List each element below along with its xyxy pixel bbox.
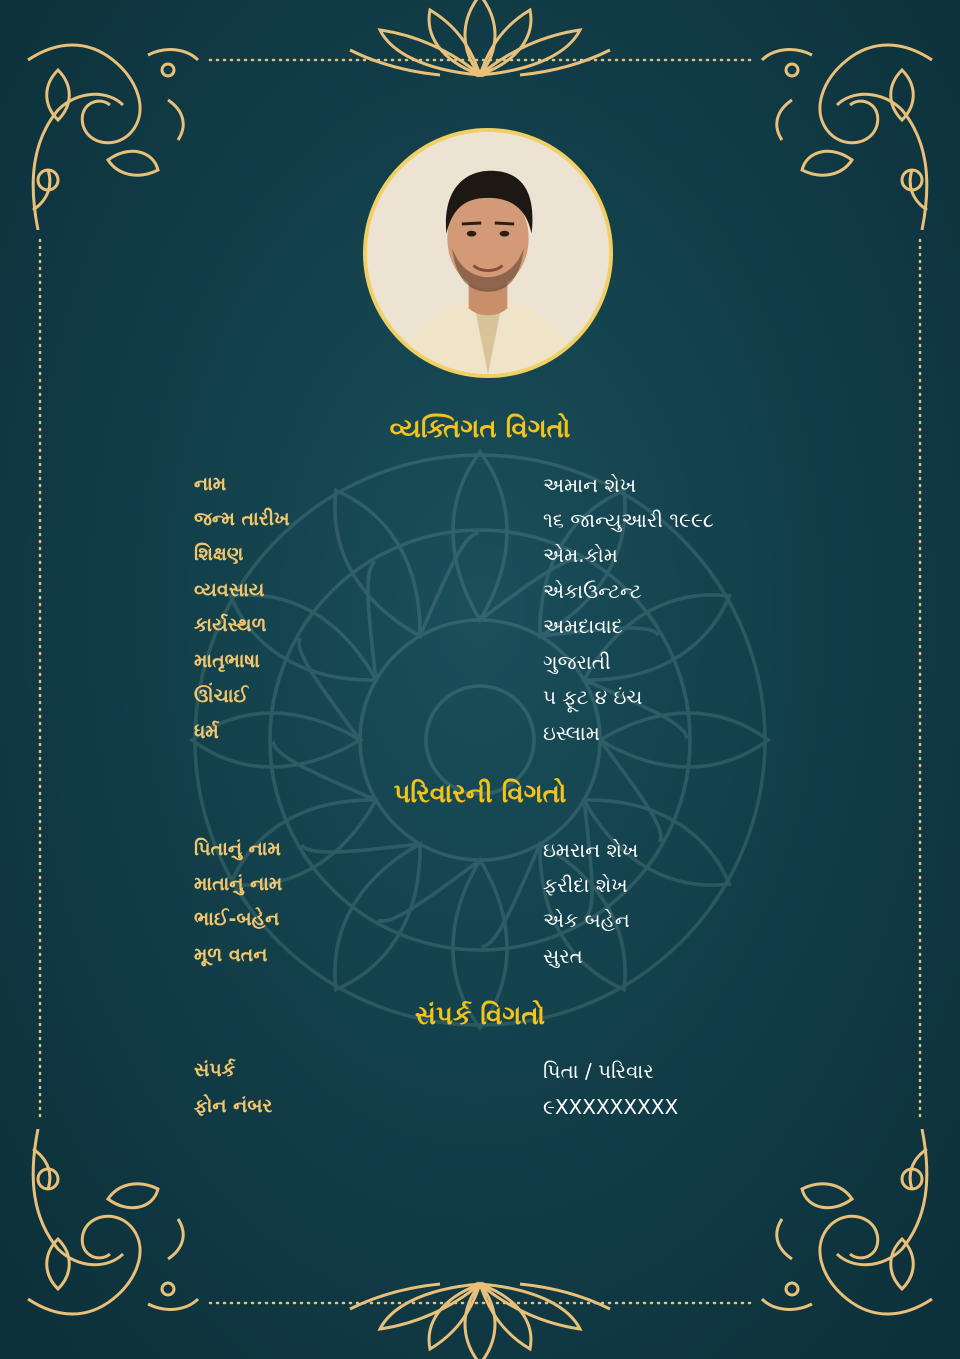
detail-row [0,473,960,507]
detail-value: ૧૬ જાન્યુઆરી ૧૯૯૮ [543,508,714,532]
corner-ornament-icon [752,30,942,230]
detail-value: અમાન શેખ [543,473,637,497]
contact-section-title: સંપર્ક વિગતો [414,1001,546,1031]
corner-ornament-icon [18,1129,208,1329]
detail-value: એમ.કોમ [543,543,618,567]
detail-label: કાર્યસ્થળ [194,614,267,636]
detail-row [0,508,960,542]
detail-row [0,614,960,648]
detail-row [0,1095,960,1129]
detail-value: ગુજરાતી [543,650,611,674]
detail-row [0,944,960,978]
profile-photo [363,128,613,378]
detail-value: પિતા / પરિવાર [543,1059,654,1083]
detail-value: એક બહેન [543,908,630,932]
detail-row [0,873,960,907]
detail-value: ઇમરાન શેખ [543,838,639,862]
detail-label: માતૃભાષા [194,650,260,672]
detail-label: નામ [194,473,227,495]
detail-row [0,908,960,942]
detail-label: શિક્ષણ [194,543,244,565]
personal-section-title: વ્યક્તિગત વિગતો [389,414,571,444]
detail-value: ૫ ફૂટ ૪ ઇંચ [543,685,643,709]
detail-label: મૂળ વતન [194,944,268,966]
detail-value: અમદાવાદ [543,614,623,638]
detail-label: ફોન નંબર [194,1095,273,1117]
detail-label: પિતાનું નામ [194,838,281,860]
corner-ornament-icon [752,1129,942,1329]
detail-label: માતાનું નામ [194,873,283,895]
detail-row [0,543,960,577]
detail-row [0,579,960,613]
detail-label: ધર્મ [194,721,219,743]
detail-value: સુરત [543,944,583,968]
detail-row [0,650,960,684]
family-section-title: પરિવારની વિગતો [393,779,567,809]
corner-ornament-icon [18,30,208,230]
lotus-ornament-icon [340,1279,620,1359]
detail-label: વ્યવસાય [194,579,265,601]
detail-label: જન્મ તારીખ [194,508,290,530]
detail-row [0,721,960,755]
phone-number: ૯XXXXXXXXX [543,1095,679,1119]
lotus-ornament-icon [340,0,620,80]
detail-label: સંપર્ક [194,1059,236,1081]
detail-label: ઊંચાઈ [194,685,249,707]
detail-value: ઇસ્લામ [543,721,600,745]
detail-row [0,838,960,872]
detail-label: ભાઈ-બહેન [194,908,280,930]
detail-row [0,1059,960,1093]
detail-row [0,685,960,719]
detail-value: એકાઉન્ટન્ટ [543,579,642,603]
detail-value: ફરીદા શેખ [543,873,628,897]
